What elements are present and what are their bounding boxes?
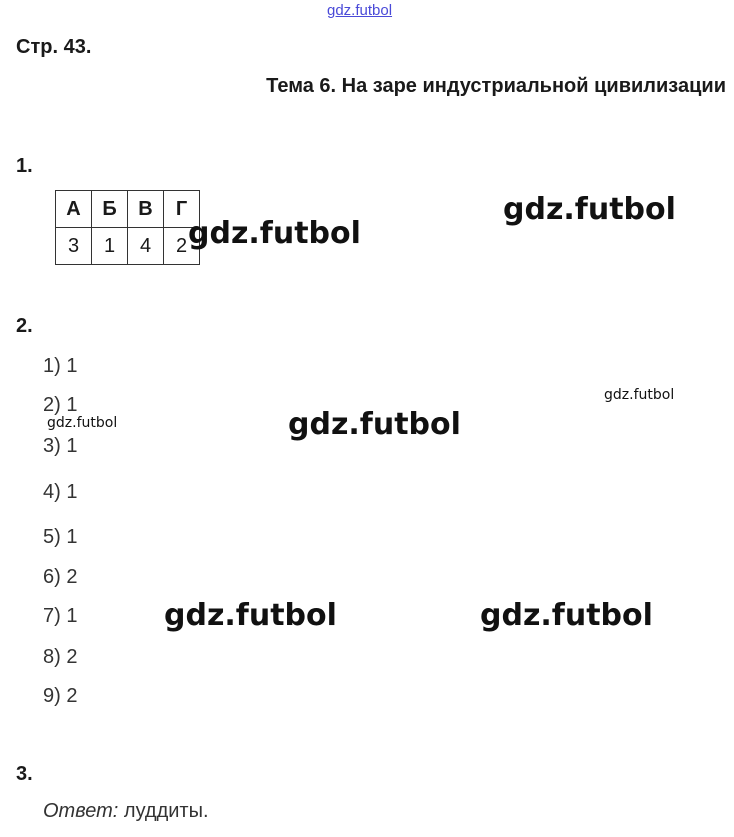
list-item: 9) 2 [43, 685, 78, 707]
list-item: 5) 1 [43, 526, 78, 548]
watermark: gdz.futbol [480, 598, 653, 633]
task-3-answer [43, 800, 209, 823]
watermark: gdz.futbol [503, 192, 676, 227]
watermark: gdz.futbol [47, 415, 118, 431]
page-number: Стр. 43. [16, 36, 92, 58]
task-1-number: 1. [16, 155, 33, 177]
list-item: 4) 1 [43, 481, 78, 503]
watermark: gdz.futbol [288, 407, 461, 442]
table-header-cell: В [128, 191, 164, 228]
table-cell: 4 [128, 228, 164, 265]
watermark: gdz.futbol [164, 598, 337, 633]
list-item: 1) 1 [43, 355, 78, 377]
watermark: gdz.futbol [188, 216, 361, 251]
answer-prefix: Ответ: [43, 800, 119, 822]
table-cell: 3 [56, 228, 92, 265]
topic-title: Тема 6. На заре индустриальной цивилизации [266, 75, 726, 97]
table-header-cell: А [56, 191, 92, 228]
table-cell: 2 [164, 228, 200, 265]
list-item: 8) 2 [43, 646, 78, 668]
task-3-number: 3. [16, 763, 33, 785]
list-item: 7) 1 [43, 605, 78, 627]
table-row [56, 228, 200, 265]
list-item: 3) 1 [43, 435, 78, 457]
list-item: 2) 1 [43, 394, 78, 416]
watermark: gdz.futbol [604, 387, 675, 403]
table-header-cell: Б [92, 191, 128, 228]
list-item: 6) 2 [43, 566, 78, 588]
task-2-number: 2. [16, 315, 33, 337]
table-header-row [56, 191, 200, 228]
table-header-cell: Г [164, 191, 200, 228]
site-link[interactable]: gdz.futbol [327, 2, 393, 19]
table-cell: 1 [92, 228, 128, 265]
answer-text: луддиты. [118, 800, 209, 822]
task-1-answer-table [55, 190, 200, 265]
